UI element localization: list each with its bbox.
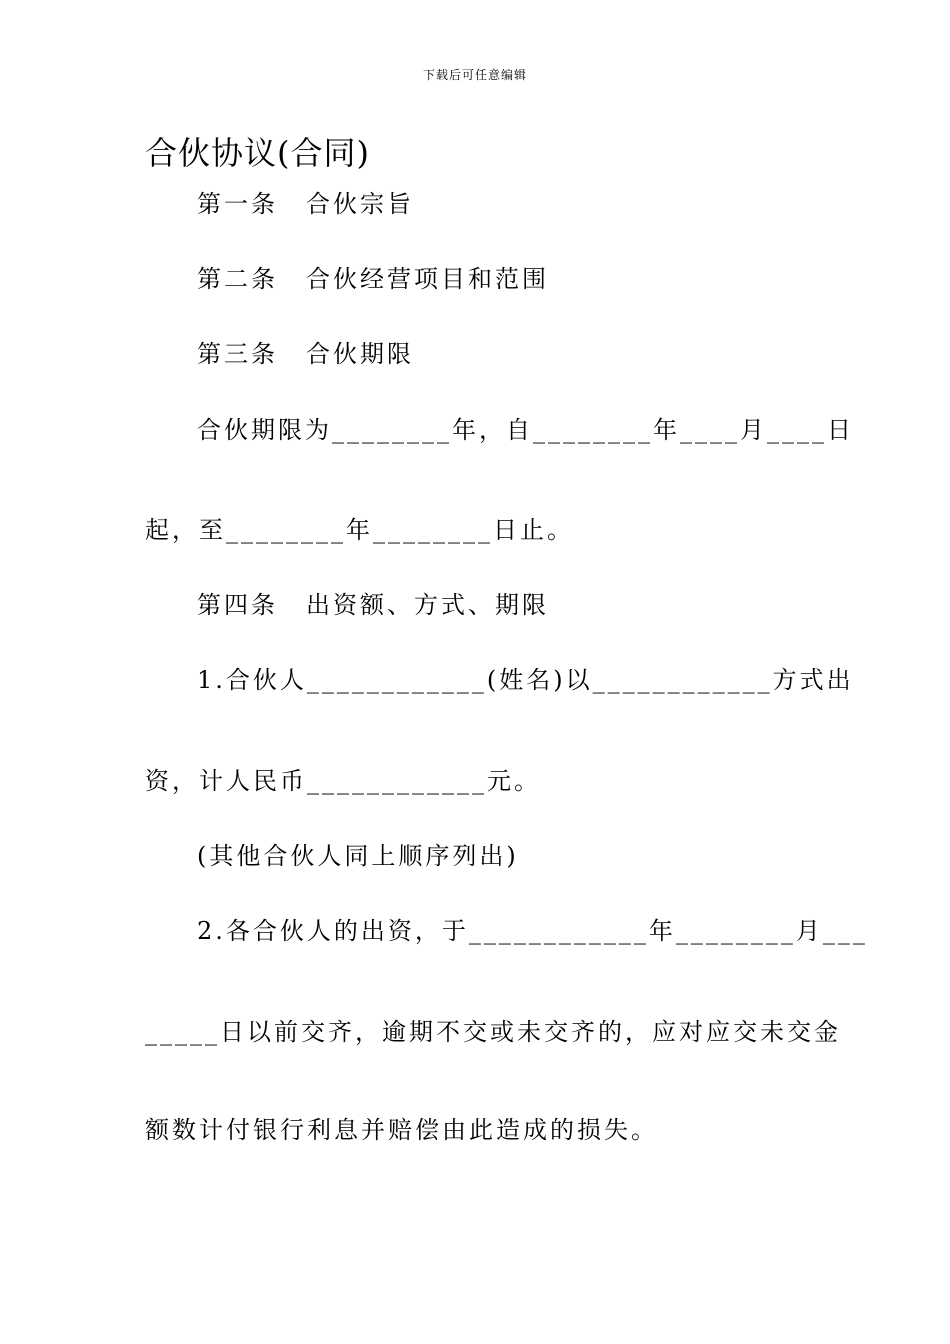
article-4-title: 出资额、方式、期限 (306, 591, 549, 619)
term-paragraph-line-1: 合伙期限为________年，自________年____月____日 (197, 416, 854, 444)
item-1-line-2: 资，计人民币____________元。 (145, 767, 541, 795)
item-2-line-1: 2.各合伙人的出资，于____________年________月___ (197, 917, 868, 945)
article-2-number: 第二条 (197, 265, 278, 293)
item-2-line-2: _____日以前交齐，逾期不交或未交齐的，应对应交未交金 (145, 1018, 841, 1046)
article-3-heading (197, 334, 414, 369)
article-4-number: 第四条 (197, 591, 278, 619)
page-header: 下载后可任意编辑 (422, 68, 527, 82)
item-1-line-1: 1.合伙人____________(姓名)以____________方式出 (197, 666, 854, 694)
article-2-heading (197, 259, 549, 294)
document-title: 合伙协议(合同) (145, 134, 370, 172)
article-1-title: 合伙宗旨 (306, 190, 414, 218)
others-note: (其他合伙人同上顺序列出) (197, 842, 519, 870)
item-2-line-3: 额数计付银行利息并赔偿由此造成的损失。 (145, 1116, 658, 1144)
article-3-number: 第三条 (197, 340, 278, 368)
article-1-number: 第一条 (197, 190, 278, 218)
article-4-heading (197, 585, 549, 620)
term-paragraph-line-2: 起，至________年________日止。 (145, 516, 574, 544)
article-2-title: 合伙经营项目和范围 (306, 265, 549, 293)
article-1-heading (197, 184, 414, 219)
article-3-title: 合伙期限 (306, 340, 414, 368)
